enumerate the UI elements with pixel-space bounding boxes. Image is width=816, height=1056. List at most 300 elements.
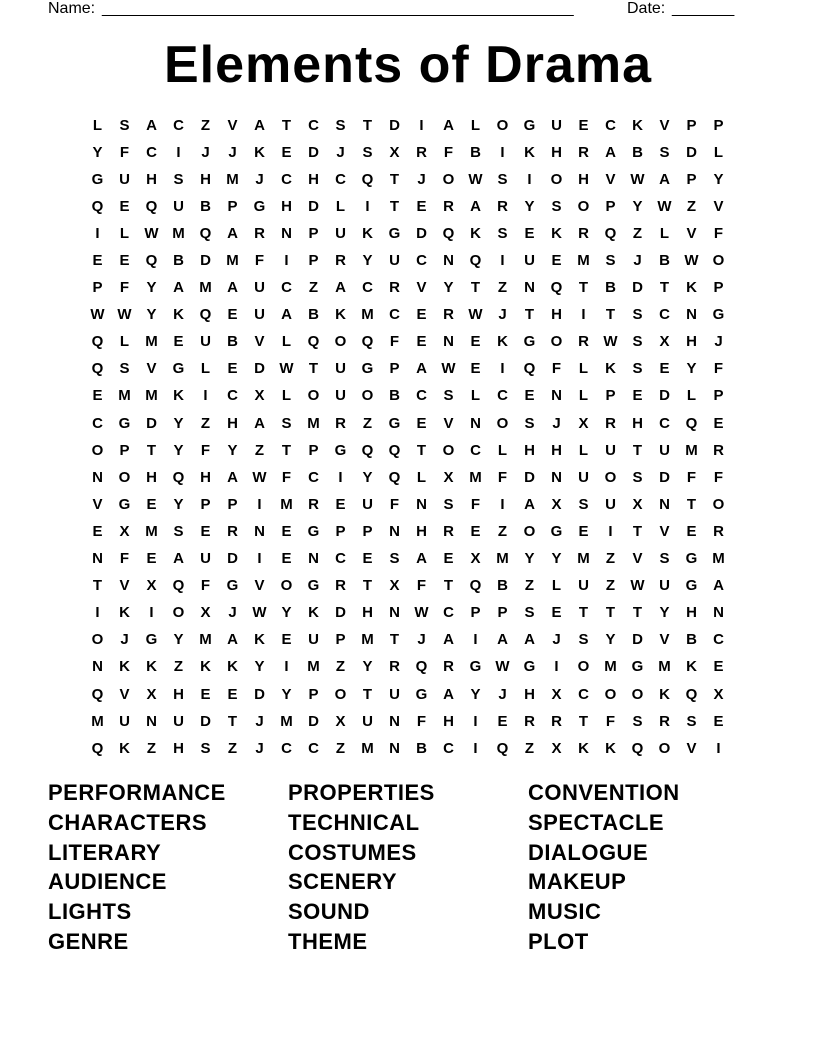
grid-cell[interactable]: F (497, 468, 508, 486)
grid-cell[interactable]: C (605, 116, 616, 134)
grid-cell[interactable]: T (443, 577, 454, 595)
grid-cell[interactable]: J (201, 143, 210, 161)
grid-cell[interactable]: J (417, 631, 426, 649)
grid-cell[interactable]: I (419, 116, 424, 134)
grid-cell[interactable]: D (308, 712, 319, 730)
grid-cell[interactable]: Z (497, 279, 508, 297)
grid-cell[interactable]: T (524, 306, 535, 324)
grid-cell[interactable]: J (714, 333, 723, 351)
grid-cell[interactable]: A (524, 495, 535, 513)
grid-cell[interactable]: F (200, 577, 211, 595)
grid-cell[interactable]: K (119, 658, 130, 676)
grid-cell[interactable]: K (335, 306, 346, 324)
grid-cell[interactable]: Z (335, 658, 346, 676)
grid-cell[interactable]: C (227, 387, 238, 405)
grid-cell[interactable]: F (713, 224, 724, 242)
grid-cell[interactable]: E (443, 550, 454, 568)
grid-cell[interactable]: D (200, 252, 211, 270)
grid-cell[interactable]: K (605, 739, 616, 757)
grid-cell[interactable]: W (630, 170, 645, 188)
grid-cell[interactable]: Z (524, 739, 535, 757)
grid-cell[interactable]: P (335, 631, 346, 649)
grid-cell[interactable]: A (173, 550, 184, 568)
grid-cell[interactable]: N (308, 550, 319, 568)
grid-cell[interactable]: A (443, 685, 454, 703)
grid-cell[interactable]: C (578, 685, 589, 703)
grid-cell[interactable]: E (470, 522, 481, 540)
grid-cell[interactable]: V (92, 495, 103, 513)
grid-cell[interactable]: Y (632, 197, 643, 215)
grid-cell[interactable]: D (335, 604, 346, 622)
grid-cell[interactable]: Q (496, 739, 509, 757)
grid-cell[interactable]: A (173, 279, 184, 297)
grid-cell[interactable]: S (200, 739, 211, 757)
grid-cell[interactable]: U (389, 685, 400, 703)
grid-cell[interactable]: T (362, 577, 373, 595)
grid-cell[interactable]: Y (551, 550, 562, 568)
grid-cell[interactable]: J (498, 306, 507, 324)
grid-cell[interactable]: V (146, 360, 157, 378)
grid-cell[interactable]: U (308, 631, 319, 649)
grid-cell[interactable]: E (281, 522, 292, 540)
grid-cell[interactable]: I (176, 143, 181, 161)
grid-cell[interactable]: N (659, 495, 670, 513)
grid-cell[interactable]: Y (254, 658, 265, 676)
grid-cell[interactable]: L (281, 333, 292, 351)
grid-cell[interactable]: T (686, 495, 697, 513)
grid-cell[interactable]: G (550, 522, 563, 540)
grid-cell[interactable]: T (227, 712, 238, 730)
grid-cell[interactable]: C (335, 550, 346, 568)
grid-cell[interactable]: Z (335, 739, 346, 757)
grid-cell[interactable]: Q (550, 279, 563, 297)
grid-cell[interactable]: K (227, 658, 238, 676)
grid-cell[interactable]: W (630, 577, 645, 595)
grid-cell[interactable]: S (578, 631, 589, 649)
grid-cell[interactable]: D (200, 712, 211, 730)
grid-cell[interactable]: G (388, 224, 401, 242)
grid-cell[interactable]: Y (173, 414, 184, 432)
grid-cell[interactable]: Q (172, 468, 185, 486)
grid-cell[interactable]: Q (523, 360, 536, 378)
grid-cell[interactable]: T (605, 604, 616, 622)
grid-cell[interactable]: Z (227, 739, 238, 757)
grid-cell[interactable]: Q (172, 577, 185, 595)
grid-cell[interactable]: E (416, 414, 427, 432)
grid-cell[interactable]: T (92, 577, 103, 595)
grid-cell[interactable]: Q (361, 441, 374, 459)
grid-cell[interactable]: H (551, 143, 562, 161)
grid-cell[interactable]: Z (362, 414, 373, 432)
grid-cell[interactable]: M (91, 712, 104, 730)
grid-cell[interactable]: N (254, 522, 265, 540)
grid-cell[interactable]: E (713, 712, 724, 730)
grid-cell[interactable]: P (200, 495, 211, 513)
grid-cell[interactable]: D (308, 197, 319, 215)
grid-cell[interactable]: Q (442, 224, 455, 242)
grid-cell[interactable]: A (335, 279, 346, 297)
grid-cell[interactable]: C (389, 306, 400, 324)
grid-cell[interactable]: H (362, 604, 373, 622)
grid-cell[interactable]: G (307, 577, 320, 595)
grid-cell[interactable]: Y (362, 658, 373, 676)
grid-cell[interactable]: R (524, 712, 535, 730)
grid-cell[interactable]: H (200, 170, 211, 188)
grid-cell[interactable]: P (308, 252, 319, 270)
grid-cell[interactable]: O (172, 604, 185, 622)
grid-cell[interactable]: G (712, 306, 725, 324)
grid-cell[interactable]: R (551, 712, 562, 730)
grid-cell[interactable]: A (227, 468, 238, 486)
grid-cell[interactable]: M (361, 631, 374, 649)
name-field[interactable]: _____________________________________________________ (102, 0, 574, 17)
grid-cell[interactable]: K (605, 360, 616, 378)
grid-cell[interactable]: M (199, 279, 212, 297)
grid-cell[interactable]: E (227, 306, 238, 324)
grid-cell[interactable]: K (470, 224, 481, 242)
grid-cell[interactable]: H (443, 712, 454, 730)
grid-cell[interactable]: X (119, 522, 130, 540)
grid-cell[interactable]: E (470, 360, 481, 378)
grid-cell[interactable]: A (146, 116, 157, 134)
grid-cell[interactable]: Q (91, 333, 104, 351)
grid-cell[interactable]: Y (173, 495, 184, 513)
grid-cell[interactable]: T (578, 712, 589, 730)
grid-cell[interactable]: Y (524, 197, 535, 215)
grid-cell[interactable]: B (497, 577, 508, 595)
grid-cell[interactable]: Y (362, 468, 373, 486)
grid-cell[interactable]: X (389, 577, 400, 595)
grid-cell[interactable]: Q (685, 685, 698, 703)
grid-cell[interactable]: P (119, 441, 130, 459)
grid-cell[interactable]: G (523, 116, 536, 134)
grid-cell[interactable]: O (550, 333, 563, 351)
grid-cell[interactable]: E (551, 252, 562, 270)
grid-cell[interactable]: F (389, 333, 400, 351)
grid-cell[interactable]: G (145, 631, 158, 649)
grid-cell[interactable]: E (659, 360, 670, 378)
grid-cell[interactable]: A (416, 550, 427, 568)
grid-cell[interactable]: W (684, 252, 699, 270)
grid-cell[interactable]: N (389, 604, 400, 622)
grid-cell[interactable]: I (95, 224, 100, 242)
grid-cell[interactable]: M (226, 252, 239, 270)
grid-cell[interactable]: D (227, 550, 238, 568)
grid-cell[interactable]: E (416, 197, 427, 215)
grid-cell[interactable]: G (226, 577, 239, 595)
grid-cell[interactable]: L (200, 360, 211, 378)
grid-cell[interactable]: S (443, 495, 454, 513)
grid-cell[interactable]: I (203, 387, 208, 405)
grid-cell[interactable]: M (469, 468, 482, 486)
grid-cell[interactable]: O (280, 577, 293, 595)
grid-cell[interactable]: S (659, 550, 670, 568)
grid-cell[interactable]: Y (470, 685, 481, 703)
grid-cell[interactable]: A (443, 116, 454, 134)
grid-cell[interactable]: P (308, 685, 319, 703)
grid-cell[interactable]: R (389, 279, 400, 297)
grid-cell[interactable]: A (254, 414, 265, 432)
grid-cell[interactable]: L (416, 468, 427, 486)
grid-cell[interactable]: O (712, 252, 725, 270)
grid-cell[interactable]: H (200, 468, 211, 486)
grid-cell[interactable]: L (686, 387, 697, 405)
grid-cell[interactable]: C (146, 143, 157, 161)
grid-cell[interactable]: G (118, 495, 131, 513)
grid-cell[interactable]: U (173, 197, 184, 215)
grid-cell[interactable]: U (254, 279, 265, 297)
grid-cell[interactable]: E (632, 387, 643, 405)
grid-cell[interactable]: O (361, 387, 374, 405)
grid-cell[interactable]: O (631, 685, 644, 703)
grid-cell[interactable]: E (713, 414, 724, 432)
grid-cell[interactable]: T (281, 441, 292, 459)
grid-cell[interactable]: K (686, 658, 697, 676)
grid-cell[interactable]: P (686, 116, 697, 134)
grid-cell[interactable]: L (119, 333, 130, 351)
grid-cell[interactable]: V (119, 685, 130, 703)
grid-cell[interactable]: O (307, 387, 320, 405)
grid-cell[interactable]: T (605, 306, 616, 324)
grid-cell[interactable]: Y (713, 170, 724, 188)
grid-cell[interactable]: V (632, 550, 643, 568)
grid-cell[interactable]: X (200, 604, 211, 622)
grid-cell[interactable]: M (685, 441, 698, 459)
grid-cell[interactable]: P (686, 170, 697, 188)
grid-cell[interactable]: M (361, 306, 374, 324)
grid-cell[interactable]: D (524, 468, 535, 486)
grid-cell[interactable]: K (551, 224, 562, 242)
grid-cell[interactable]: G (307, 522, 320, 540)
grid-cell[interactable]: Z (173, 658, 184, 676)
grid-cell[interactable]: O (577, 658, 590, 676)
grid-cell[interactable]: E (200, 522, 211, 540)
grid-cell[interactable]: P (227, 495, 238, 513)
grid-cell[interactable]: M (604, 658, 617, 676)
grid-cell[interactable]: D (146, 414, 157, 432)
grid-cell[interactable]: K (686, 279, 697, 297)
grid-cell[interactable]: G (253, 197, 266, 215)
grid-cell[interactable]: H (146, 468, 157, 486)
grid-cell[interactable]: S (632, 468, 643, 486)
grid-cell[interactable]: M (226, 170, 239, 188)
grid-cell[interactable]: F (200, 441, 211, 459)
grid-cell[interactable]: E (362, 550, 373, 568)
grid-cell[interactable]: B (470, 143, 481, 161)
grid-cell[interactable]: I (95, 604, 100, 622)
grid-cell[interactable]: B (659, 252, 670, 270)
grid-cell[interactable]: F (713, 468, 724, 486)
grid-cell[interactable]: S (632, 306, 643, 324)
grid-cell[interactable]: N (389, 522, 400, 540)
grid-cell[interactable]: C (281, 739, 292, 757)
grid-cell[interactable]: S (605, 252, 616, 270)
grid-cell[interactable]: P (605, 387, 616, 405)
grid-cell[interactable]: U (605, 441, 616, 459)
grid-cell[interactable]: F (470, 495, 481, 513)
grid-cell[interactable]: S (335, 116, 346, 134)
grid-cell[interactable]: Y (281, 685, 292, 703)
grid-cell[interactable]: L (335, 197, 346, 215)
grid-cell[interactable]: S (497, 224, 508, 242)
grid-cell[interactable]: F (416, 712, 427, 730)
grid-cell[interactable]: V (659, 631, 670, 649)
grid-cell[interactable]: K (119, 604, 130, 622)
grid-cell[interactable]: X (659, 333, 670, 351)
grid-cell[interactable]: H (281, 197, 292, 215)
grid-cell[interactable]: B (605, 279, 616, 297)
grid-cell[interactable]: F (551, 360, 562, 378)
grid-cell[interactable]: E (578, 522, 589, 540)
grid-cell[interactable]: I (608, 522, 613, 540)
grid-cell[interactable]: A (659, 170, 670, 188)
grid-cell[interactable]: N (92, 658, 103, 676)
grid-cell[interactable]: U (200, 550, 211, 568)
grid-cell[interactable]: D (632, 279, 643, 297)
date-field[interactable]: _______ (672, 0, 735, 17)
word-search-grid[interactable] (84, 112, 734, 762)
grid-cell[interactable]: K (173, 306, 184, 324)
grid-cell[interactable]: N (443, 252, 454, 270)
grid-cell[interactable]: J (255, 739, 264, 757)
grid-cell[interactable]: S (524, 604, 535, 622)
grid-cell[interactable]: U (659, 577, 670, 595)
grid-cell[interactable]: Y (605, 631, 616, 649)
grid-cell[interactable]: X (551, 739, 562, 757)
grid-cell[interactable]: U (578, 468, 589, 486)
grid-cell[interactable]: N (551, 468, 562, 486)
grid-cell[interactable]: D (686, 143, 697, 161)
grid-cell[interactable]: L (713, 143, 724, 161)
grid-cell[interactable]: U (605, 495, 616, 513)
grid-cell[interactable]: Q (91, 360, 104, 378)
grid-cell[interactable]: N (686, 306, 697, 324)
grid-cell[interactable]: Y (362, 252, 373, 270)
grid-cell[interactable]: Q (361, 333, 374, 351)
grid-cell[interactable]: K (254, 143, 265, 161)
grid-cell[interactable]: U (254, 306, 265, 324)
grid-cell[interactable]: Y (92, 143, 103, 161)
grid-cell[interactable]: W (252, 604, 267, 622)
grid-cell[interactable]: I (473, 712, 478, 730)
grid-cell[interactable]: T (470, 279, 481, 297)
grid-cell[interactable]: M (145, 333, 158, 351)
grid-cell[interactable]: T (416, 441, 427, 459)
grid-cell[interactable]: G (631, 658, 644, 676)
grid-cell[interactable]: T (632, 441, 643, 459)
grid-cell[interactable]: D (659, 387, 670, 405)
grid-cell[interactable]: U (119, 170, 130, 188)
grid-cell[interactable]: I (581, 306, 586, 324)
grid-cell[interactable]: E (524, 224, 535, 242)
grid-cell[interactable]: E (416, 333, 427, 351)
grid-cell[interactable]: E (227, 685, 238, 703)
grid-cell[interactable]: Y (227, 441, 238, 459)
grid-cell[interactable]: M (577, 252, 590, 270)
grid-cell[interactable]: U (119, 712, 130, 730)
grid-cell[interactable]: U (173, 712, 184, 730)
grid-cell[interactable]: M (496, 550, 509, 568)
grid-cell[interactable]: D (632, 631, 643, 649)
grid-cell[interactable]: V (659, 116, 670, 134)
grid-cell[interactable]: N (92, 468, 103, 486)
grid-cell[interactable]: C (659, 306, 670, 324)
grid-cell[interactable]: M (361, 739, 374, 757)
grid-cell[interactable]: U (362, 495, 373, 513)
grid-cell[interactable]: S (632, 360, 643, 378)
grid-cell[interactable]: Y (281, 604, 292, 622)
grid-cell[interactable]: R (227, 522, 238, 540)
grid-cell[interactable]: I (554, 658, 559, 676)
grid-cell[interactable]: V (443, 414, 454, 432)
grid-cell[interactable]: L (659, 224, 670, 242)
grid-cell[interactable]: M (658, 658, 671, 676)
grid-cell[interactable]: H (173, 739, 184, 757)
grid-cell[interactable]: Y (173, 631, 184, 649)
grid-cell[interactable]: G (415, 685, 428, 703)
grid-cell[interactable]: A (227, 279, 238, 297)
grid-cell[interactable]: R (443, 522, 454, 540)
grid-cell[interactable]: M (118, 387, 131, 405)
grid-cell[interactable]: M (145, 387, 158, 405)
grid-cell[interactable]: R (605, 414, 616, 432)
grid-cell[interactable]: E (524, 387, 535, 405)
grid-cell[interactable]: B (416, 739, 427, 757)
grid-cell[interactable]: C (308, 116, 319, 134)
grid-cell[interactable]: N (389, 712, 400, 730)
grid-cell[interactable]: R (443, 197, 454, 215)
grid-cell[interactable]: I (257, 550, 262, 568)
grid-cell[interactable]: K (119, 739, 130, 757)
grid-cell[interactable]: E (146, 550, 157, 568)
grid-cell[interactable]: H (551, 441, 562, 459)
grid-cell[interactable]: T (578, 604, 589, 622)
grid-cell[interactable]: Y (686, 360, 697, 378)
grid-cell[interactable]: R (713, 522, 724, 540)
grid-cell[interactable]: O (604, 468, 617, 486)
grid-cell[interactable]: X (470, 550, 481, 568)
grid-cell[interactable]: M (577, 550, 590, 568)
grid-cell[interactable]: H (308, 170, 319, 188)
grid-cell[interactable]: A (416, 360, 427, 378)
grid-cell[interactable]: T (632, 604, 643, 622)
grid-cell[interactable]: S (524, 414, 535, 432)
grid-cell[interactable]: B (200, 197, 211, 215)
grid-cell[interactable]: Q (469, 252, 482, 270)
grid-cell[interactable]: Q (145, 252, 158, 270)
grid-cell[interactable]: W (441, 360, 456, 378)
grid-cell[interactable]: I (284, 252, 289, 270)
grid-cell[interactable]: O (91, 631, 104, 649)
grid-cell[interactable]: H (686, 333, 697, 351)
grid-cell[interactable]: B (632, 143, 643, 161)
grid-cell[interactable]: E (335, 495, 346, 513)
grid-cell[interactable]: S (281, 414, 292, 432)
grid-cell[interactable]: K (362, 224, 373, 242)
grid-cell[interactable]: Q (145, 197, 158, 215)
grid-cell[interactable]: W (657, 197, 672, 215)
grid-cell[interactable]: O (442, 441, 455, 459)
grid-cell[interactable]: X (335, 712, 346, 730)
grid-cell[interactable]: V (713, 197, 724, 215)
grid-cell[interactable]: G (685, 550, 698, 568)
grid-cell[interactable]: N (281, 224, 292, 242)
grid-cell[interactable]: Q (307, 333, 320, 351)
grid-cell[interactable]: G (388, 414, 401, 432)
grid-cell[interactable]: D (659, 468, 670, 486)
grid-cell[interactable]: C (281, 279, 292, 297)
grid-cell[interactable]: O (712, 495, 725, 513)
